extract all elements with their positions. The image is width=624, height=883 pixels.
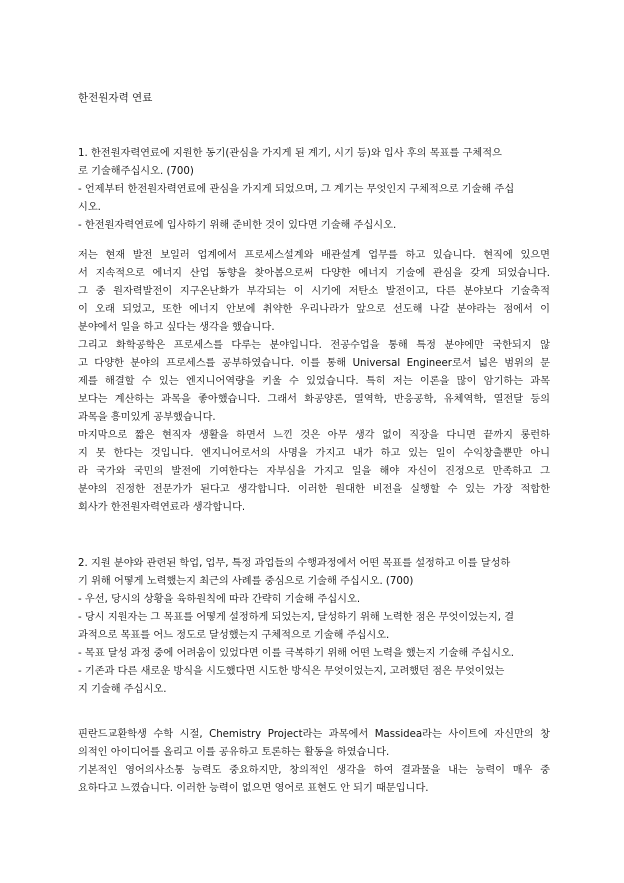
question-2-line: 2. 지원 분야와 관련된 학업, 업무, 특정 과업들의 수행과정에서 어떤 목표를 설정하고 이를 달성하 bbox=[78, 558, 511, 569]
answer-1-line: 라 국가와 국민의 발전에 기여한다는 자부심을 가지고 일을 해야 자신이 진정으로 만족하고 그 bbox=[78, 466, 550, 477]
answer-1-line: 보다는 계산하는 과목을 좋아했습니다. 그래서 화공양론, 열역학, 반응공학, 유체역학, 열전달 등의 bbox=[78, 394, 550, 405]
answer-2-line: 기본적인 영어의사소통 능력도 중요하지만, 창의적인 생각을 하여 결과물을 내는 능력이 매우 중 bbox=[78, 765, 550, 776]
answer-1-line: 그리고 화학공학은 프로세스를 다루는 분야입니다. 전공수업을 통해 특정 분야에만 국한되지 않 bbox=[78, 340, 550, 351]
answer-1-line: 제를 해결할 수 있는 엔지니어역량을 키울 수 있었습니다. 특히 저는 이론을 많이 암기하는 과목 bbox=[78, 376, 550, 387]
document-title: 한전원자력 연료 bbox=[78, 92, 153, 104]
answer-1-line: 고 다양한 분야의 프로세스를 공부하였습니다. 이를 통해 Universal Engineer로서 넓은 범위의 문 bbox=[78, 358, 550, 369]
answer-1-line: 지 못 한다는 것입니다. 엔지니어로서의 사명을 가지고 내가 하고 있는 일이 수익창출뿐만 아니 bbox=[78, 448, 550, 459]
answer-1-line: 이 오래 되었고, 또한 에너지 안보에 취약한 우리나라가 앞으로 선도해 나갈 분야라는 점에서 이 bbox=[78, 304, 550, 315]
question-2-line: - 우선, 당시의 상황을 육하원칙에 따라 간략히 기술해 주십시오. bbox=[78, 594, 361, 605]
answer-1-line: 서 지속적으로 에너지 산업 동향을 찾아봄으로써 다양한 에너지 기술에 관심을 갖게 되었습니다. bbox=[78, 268, 550, 279]
answer-1-line: 마지막으로 짧은 현직자 생활을 하면서 느낀 것은 아무 생각 없이 직장을 다니면 끝까지 롱런하 bbox=[78, 430, 550, 441]
answer-2-line: 의적인 아이디어를 올리고 이를 공유하고 토론하는 활동을 하였습니다. bbox=[78, 747, 390, 758]
answer-1-line: 과목을 흥미있게 공부했습니다. bbox=[78, 412, 216, 423]
question-1-line: - 한전원자력연료에 입사하기 위해 준비한 것이 있다면 기술해 주십시오. bbox=[78, 220, 397, 231]
question-2-line: - 목표 달성 과정 중에 어려움이 있었다면 이를 극복하기 위해 어떤 노력을 했는지 기술해 주십시오. bbox=[78, 648, 515, 659]
question-2-line: - 당시 지원자는 그 목표를 어떻게 설정하게 되었는지, 달성하기 위해 노력한 점은 무엇이었는지, 결 bbox=[78, 612, 515, 623]
answer-1-line: 회사가 한전원자력연료라 생각합니다. bbox=[78, 502, 246, 513]
answer-1-line: 그 중 원자력발전이 지구온난화가 부각되는 이 시기에 저탄소 발전이고, 다른 분야보다 기술축적 bbox=[78, 286, 550, 297]
answer-1 bbox=[78, 247, 550, 517]
question-2 bbox=[78, 555, 550, 699]
question-2-line: 과적으로 목표를 어느 정도로 달성했는지 구체적으로 기술해 주십시오. bbox=[78, 630, 390, 641]
question-1-line: - 언제부터 한전원자력연료에 관심을 가지게 되었으며, 그 계기는 무엇인지 구체적으로 기술해 주십 bbox=[78, 184, 515, 195]
answer-1-line: 분야의 진정한 전문가가 된다고 생각합니다. 이러한 원대한 비전을 실행할 수 있는 가장 적합한 bbox=[78, 484, 550, 495]
answer-1-line: 분야에서 일을 하고 싶다는 생각을 했습니다. bbox=[78, 322, 275, 333]
answer-2-line: 핀란드교환학생 수학 시절, Chemistry Project라는 과목에서 Massidea라는 사이트에 자신만의 창 bbox=[78, 729, 550, 740]
question-1-line: 1. 한전원자력연료에 지원한 동기(관심을 가지게 된 계기, 시기 등)와 입사 후의 목표를 구체적으 bbox=[78, 148, 502, 159]
question-2-line: 지 기술해 주십시오. bbox=[78, 684, 167, 695]
question-1 bbox=[78, 145, 550, 235]
answer-1-line: 저는 현재 발전 보일러 업계에서 프로세스설계와 배관설계 업무를 하고 있습니다. 현직에 있으면 bbox=[78, 250, 550, 261]
question-1-line: 시오. bbox=[78, 202, 101, 213]
question-2-line: - 기존과 다른 새로운 방식을 시도했다면 시도한 방식은 무엇이었는지, 고려했던 점은 무엇이었는 bbox=[78, 666, 505, 677]
question-2-line: 기 위해 어떻게 노력했는지 최근의 사례를 중심으로 기술해 주십시오. (700) bbox=[78, 576, 414, 587]
answer-2 bbox=[78, 726, 550, 798]
answer-2-line: 요하다고 느꼈습니다. 이러한 능력이 없으면 영어로 표현도 안 되기 때문입니다. bbox=[78, 783, 429, 794]
question-1-line: 로 기술해주십시오. (700) bbox=[78, 166, 194, 177]
